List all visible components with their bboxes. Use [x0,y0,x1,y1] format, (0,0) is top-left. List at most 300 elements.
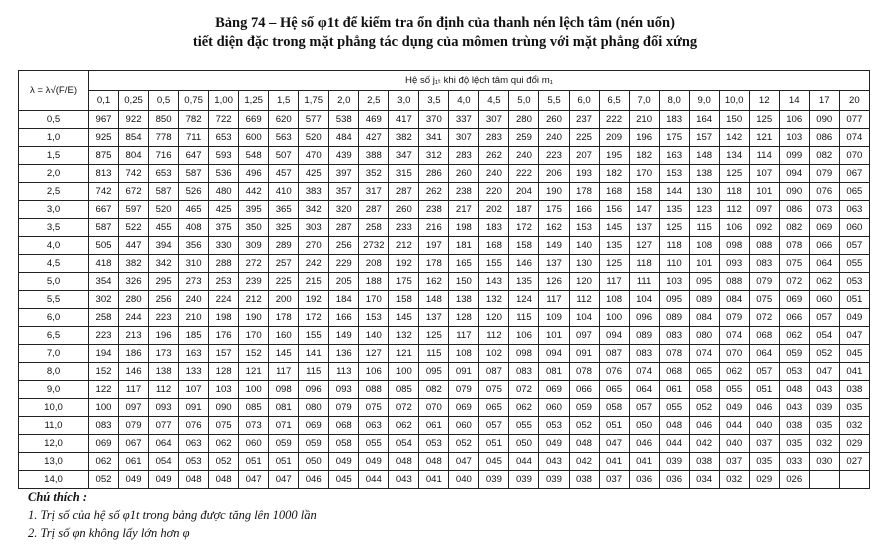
table-cell: 204 [509,183,539,201]
table-cell: 193 [569,165,599,183]
table-cell: 383 [299,183,329,201]
table-cell: 037 [749,435,779,453]
table-cell: 280 [509,111,539,129]
table-cell: 098 [509,345,539,363]
table-cell: 150 [449,273,479,291]
table-cell: 065 [689,363,719,381]
table-row [19,381,870,399]
table-cell: 029 [839,435,869,453]
table-cell: 093 [329,381,359,399]
table-cell: 077 [839,111,869,129]
table-cell: 156 [599,201,629,219]
table-cell: 060 [809,291,839,309]
table-cell: 155 [479,255,509,273]
row-lambda: 1,0 [19,129,89,147]
table-cell: 260 [389,201,419,219]
table-cell: 038 [779,417,809,435]
table-cell: 220 [479,183,509,201]
column-header: 1,75 [299,91,329,111]
table-cell: 175 [659,129,689,147]
coefficient-table [18,70,870,489]
table-cell: 066 [569,381,599,399]
table-cell: 181 [449,237,479,255]
table-cell: 055 [719,381,749,399]
table-cell: 197 [419,237,449,255]
table-cell: 190 [239,309,269,327]
table-cell: 302 [89,291,119,309]
table-cell: 046 [629,435,659,453]
table-cell: 157 [209,345,239,363]
table-cell: 172 [299,309,329,327]
table-cell: 043 [389,471,419,489]
table-cell: 137 [539,255,569,273]
table-cell: 047 [449,453,479,471]
table-cell: 039 [479,471,509,489]
table-cell: 307 [449,129,479,147]
table-row [19,327,870,345]
table-cell: 213 [119,327,149,345]
table-cell: 125 [659,219,689,237]
table-cell: 082 [779,219,809,237]
table-cell: 222 [599,111,629,129]
table-cell: 049 [149,471,179,489]
column-header: 17 [809,91,839,111]
table-cell: 032 [809,435,839,453]
table-cell: 055 [359,435,389,453]
table-cell: 225 [569,129,599,147]
notes-section [28,488,317,542]
table-cell: 163 [179,345,209,363]
table-cell: 050 [299,453,329,471]
table-cell: 484 [329,129,359,147]
table-cell: 061 [419,417,449,435]
table-cell: 225 [269,273,299,291]
table-cell: 094 [779,165,809,183]
table-cell: 124 [509,291,539,309]
table-cell: 672 [119,183,149,201]
table-cell: 804 [119,147,149,165]
table-cell: 283 [479,129,509,147]
table-cell: 033 [779,453,809,471]
table-cell: 117 [119,381,149,399]
table-cell: 070 [839,147,869,165]
table-cell: 587 [89,219,119,237]
table-cell: 079 [719,309,749,327]
table-cell: 045 [329,471,359,489]
table-cell: 287 [389,183,419,201]
table-cell: 207 [569,147,599,165]
table-cell: 183 [659,111,689,129]
table-row [19,345,870,363]
header-row-2 [19,91,870,111]
table-cell: 526 [179,183,209,201]
table-cell: 112 [479,327,509,345]
column-header: 8,0 [659,91,689,111]
table-row [19,201,870,219]
table-cell: 069 [809,219,839,237]
header-row-1 [19,71,870,91]
table-cell: 084 [719,291,749,309]
table-cell: 283 [449,147,479,165]
table-cell: 041 [419,471,449,489]
table-cell: 178 [419,255,449,273]
table-cell: 153 [359,309,389,327]
table-cell: 069 [89,435,119,453]
table-cell: 048 [659,417,689,435]
table-cell: 178 [569,183,599,201]
table-cell: 052 [689,399,719,417]
table-row [19,165,870,183]
table-row [19,111,870,129]
table-cell: 143 [479,273,509,291]
table-cell: 170 [239,327,269,345]
row-lambda: 8,0 [19,363,89,381]
table-cell: 520 [149,201,179,219]
table-cell: 175 [389,273,419,291]
table-cell: 035 [749,453,779,471]
table-cell: 100 [389,363,419,381]
table-cell: 115 [299,363,329,381]
table-cell: 079 [749,273,779,291]
table-cell: 295 [149,273,179,291]
table-cell: 069 [539,381,569,399]
table-cell: 093 [719,255,749,273]
table-cell: 088 [359,381,389,399]
row-lambda: 6,0 [19,309,89,327]
table-row [19,129,870,147]
table-cell: 410 [269,183,299,201]
table-cell: 085 [239,399,269,417]
table-cell: 053 [179,453,209,471]
table-cell: 108 [599,291,629,309]
table-cell: 050 [509,435,539,453]
table-cell: 128 [449,309,479,327]
row-lambda: 9,0 [19,381,89,399]
table-title [0,14,890,52]
table-cell: 047 [599,435,629,453]
table-cell: 064 [809,255,839,273]
table-cell: 597 [119,201,149,219]
table-cell: 064 [749,345,779,363]
table-cell: 233 [389,219,419,237]
table-cell: 107 [179,381,209,399]
row-lambda: 5,0 [19,273,89,291]
table-cell: 040 [749,417,779,435]
table-cell: 352 [359,165,389,183]
table-cell: 397 [329,165,359,183]
row-lambda: 0,5 [19,111,89,129]
table-cell: 195 [599,147,629,165]
table-cell: 068 [749,327,779,345]
table-cell: 315 [389,165,419,183]
table-cell: 145 [599,219,629,237]
table-cell: 054 [809,327,839,345]
column-header: 1,25 [239,91,269,111]
table-cell: 060 [839,219,869,237]
table-cell: 778 [149,129,179,147]
column-header: 2,5 [359,91,389,111]
row-lambda: 14,0 [19,471,89,489]
table-cell: 280 [119,291,149,309]
table-cell: 146 [119,363,149,381]
table-row [19,399,870,417]
table-cell: 593 [209,147,239,165]
table-cell: 044 [359,471,389,489]
row-lambda: 3,0 [19,201,89,219]
table-cell: 112 [719,201,749,219]
table-cell: 142 [719,129,749,147]
table-cell: 084 [689,309,719,327]
table-cell: 057 [479,417,509,435]
table-cell: 257 [269,255,299,273]
table-cell: 365 [269,201,299,219]
column-header: 10,0 [719,91,749,111]
table-cell: 046 [749,399,779,417]
table-cell: 258 [89,309,119,327]
table-cell: 141 [299,345,329,363]
row-lambda: 6,5 [19,327,89,345]
table-cell: 382 [119,255,149,273]
table-cell: 158 [629,183,659,201]
table-cell: 187 [509,201,539,219]
table-cell: 044 [509,453,539,471]
table-cell: 062 [779,327,809,345]
table-cell: 854 [119,129,149,147]
table-cell: 058 [329,435,359,453]
table-cell: 238 [419,201,449,219]
table-cell: 196 [149,327,179,345]
table-cell: 094 [599,327,629,345]
table-cell: 117 [599,273,629,291]
table-cell: 357 [329,183,359,201]
table-cell: 192 [299,291,329,309]
table-cell: 186 [119,345,149,363]
table-cell: 079 [329,399,359,417]
table-cell: 052 [569,417,599,435]
table-cell: 190 [539,183,569,201]
table-cell: 060 [539,399,569,417]
table-cell: 480 [209,183,239,201]
table-cell: 039 [539,471,569,489]
table-cell: 115 [419,345,449,363]
table-cell: 157 [689,129,719,147]
table-cell: 347 [389,147,419,165]
table-cell: 223 [89,327,119,345]
table-cell: 047 [839,327,869,345]
table-row [19,219,870,237]
table-cell: 350 [239,219,269,237]
table-cell: 071 [269,417,299,435]
table-cell: 439 [329,147,359,165]
table-cell: 043 [779,399,809,417]
table-cell: 101 [749,183,779,201]
table-cell: 850 [149,111,179,129]
table-cell: 090 [209,399,239,417]
table-cell: 273 [179,273,209,291]
column-header: 20 [839,91,869,111]
table-cell: 062 [89,453,119,471]
table-cell: 048 [179,471,209,489]
table-cell: 505 [89,237,119,255]
table-cell: 158 [509,237,539,255]
table-cell: 185 [179,327,209,345]
table-cell: 075 [749,291,779,309]
table-cell: 128 [209,363,239,381]
table-cell: 182 [629,147,659,165]
table-cell: 052 [89,471,119,489]
table-cell: 130 [569,255,599,273]
table-cell: 125 [419,327,449,345]
column-header: 3,5 [419,91,449,111]
table-cell: 457 [269,165,299,183]
row-lambda: 1,5 [19,147,89,165]
table-cell: 045 [839,345,869,363]
table-cell: 140 [569,237,599,255]
table-cell: 069 [449,399,479,417]
table-row [19,363,870,381]
table-cell: 548 [239,147,269,165]
table-cell: 065 [479,399,509,417]
table-cell: 103 [659,273,689,291]
table-cell: 172 [509,219,539,237]
table-cell: 063 [839,201,869,219]
table-cell: 104 [629,291,659,309]
table-cell: 096 [299,381,329,399]
column-header: 1,00 [209,91,239,111]
table-cell: 079 [449,381,479,399]
table-cell: 099 [779,147,809,165]
table-cell: 118 [629,255,659,273]
table-cell: 577 [299,111,329,129]
table-cell: 070 [419,399,449,417]
table-cell: 106 [359,363,389,381]
table-row [19,147,870,165]
table-cell: 127 [359,345,389,363]
table-row [19,471,870,489]
table-cell: 342 [299,201,329,219]
table-cell: 054 [389,435,419,453]
table-cell: 222 [509,165,539,183]
table-cell: 112 [149,381,179,399]
table-cell: 046 [689,417,719,435]
table-cell: 209 [599,129,629,147]
table-cell: 095 [659,291,689,309]
table-cell: 048 [389,453,419,471]
table-cell: 050 [629,417,659,435]
table-cell: 057 [749,363,779,381]
table-cell: 042 [689,435,719,453]
table-cell: 122 [89,381,119,399]
table-cell: 496 [239,165,269,183]
table-cell: 166 [569,201,599,219]
table-cell: 057 [809,309,839,327]
table-row [19,309,870,327]
table-cell: 062 [809,273,839,291]
table-cell: 260 [449,165,479,183]
table-cell: 059 [779,345,809,363]
table-cell: 166 [329,309,359,327]
row-lambda: 7,0 [19,345,89,363]
column-header: 2,0 [329,91,359,111]
table-cell: 520 [299,129,329,147]
row-lambda: 2,5 [19,183,89,201]
table-cell: 039 [809,399,839,417]
table-cell: 048 [419,453,449,471]
table-cell: 074 [629,363,659,381]
table-cell: 115 [509,309,539,327]
table-cell: 036 [659,471,689,489]
table-cell: 200 [269,291,299,309]
table-cell: 117 [449,327,479,345]
table-cell: 078 [569,363,599,381]
table-cell: 538 [329,111,359,129]
table-cell: 210 [629,111,659,129]
title-line-1: Bảng 74 – Hệ số φ1t để kiểm tra ổn định của thanh nén lệch tâm (nén uốn) [215,15,675,31]
table-cell: 067 [119,435,149,453]
table-cell: 065 [839,183,869,201]
table-cell: 042 [569,453,599,471]
table-cell: 152 [239,345,269,363]
column-header: 4,0 [449,91,479,111]
table-cell: 083 [509,363,539,381]
table-cell: 270 [299,237,329,255]
table-cell: 049 [119,471,149,489]
table-cell: 054 [149,453,179,471]
table-cell: 212 [389,237,419,255]
table-cell: 058 [599,399,629,417]
table-cell: 089 [659,309,689,327]
table-cell: 040 [719,435,749,453]
table-cell: 310 [179,255,209,273]
table-cell: 259 [509,129,539,147]
table-cell: 136 [329,345,359,363]
table-cell: 145 [389,309,419,327]
table-cell: 037 [599,471,629,489]
table-cell: 238 [449,183,479,201]
table-cell: 082 [809,147,839,165]
table-cell: 062 [389,417,419,435]
table-cell: 587 [179,165,209,183]
table-cell: 184 [329,291,359,309]
table-cell: 135 [599,237,629,255]
table-cell: 072 [749,309,779,327]
table-cell: 286 [419,165,449,183]
row-lambda: 10,0 [19,399,89,417]
table-cell: 135 [659,201,689,219]
table-cell: 133 [179,363,209,381]
column-header: 5,0 [509,91,539,111]
table-cell: 123 [689,201,719,219]
table-cell: 100 [89,399,119,417]
table-cell: 288 [209,255,239,273]
table-cell: 108 [689,237,719,255]
table-cell: 062 [209,435,239,453]
table-cell: 101 [539,327,569,345]
table-row [19,273,870,291]
table-cell: 262 [419,183,449,201]
table-cell: 064 [149,435,179,453]
table-cell: 198 [209,309,239,327]
table-cell: 217 [449,201,479,219]
table-cell: 223 [539,147,569,165]
table-cell: 242 [299,255,329,273]
table-cell: 057 [629,399,659,417]
table-cell: 063 [359,417,389,435]
table-cell: 088 [719,273,749,291]
table-cell: 325 [269,219,299,237]
table-cell: 341 [419,129,449,147]
table-cell: 075 [359,399,389,417]
